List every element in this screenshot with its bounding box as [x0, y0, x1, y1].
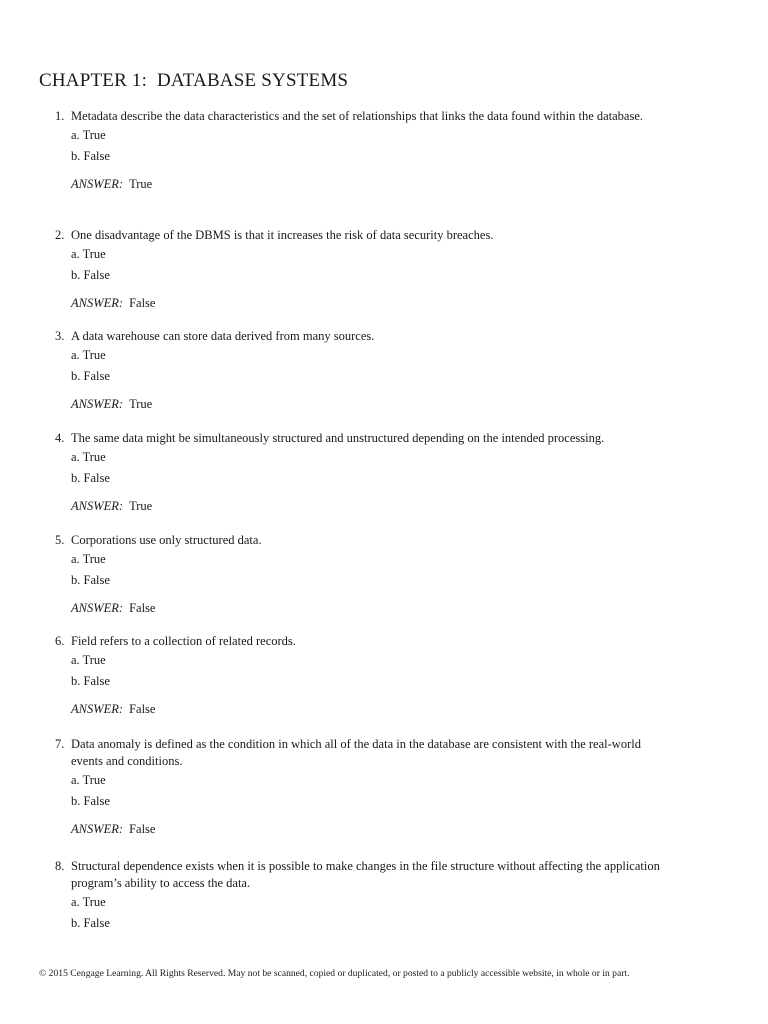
- question-number: 1.: [55, 109, 65, 123]
- answer-label: ANSWER:: [71, 177, 124, 191]
- answer-value: False: [129, 296, 156, 310]
- answer-value: True: [129, 177, 153, 191]
- question-6: [0, 633, 768, 717]
- option-a: a. True: [71, 247, 106, 261]
- question-text: Data anomaly is defined as the condition in which all of the data in the database are consistent with the real-world events and conditions.: [71, 737, 641, 768]
- option-a: a. True: [71, 348, 106, 362]
- question-text: A data warehouse can store data derived from many sources.: [71, 329, 375, 343]
- answer-line: [0, 177, 768, 192]
- copyright-footer: © 2015 Cengage Learning. All Rights Reserved. May not be scanned, copied or duplicated, or posted to a publicly accessible website, in whole or in part.: [39, 968, 630, 979]
- question-number: 3.: [55, 329, 65, 343]
- question-5: [0, 532, 768, 616]
- answer-line: [0, 397, 768, 412]
- answer-line: [0, 822, 768, 837]
- answer-value: False: [129, 601, 156, 615]
- answer-label: ANSWER:: [71, 397, 124, 411]
- question-4: [0, 430, 768, 514]
- option-b: b. False: [71, 794, 110, 808]
- question-number: 4.: [55, 431, 65, 445]
- option-a: a. True: [71, 895, 106, 909]
- question-7: [0, 736, 768, 837]
- question-3: [0, 328, 768, 412]
- option-a: a. True: [71, 552, 106, 566]
- option-a: a. True: [71, 128, 106, 142]
- option-b: b. False: [71, 149, 110, 163]
- option-b: b. False: [71, 471, 110, 485]
- answer-value: True: [129, 499, 153, 513]
- question-text: Field refers to a collection of related records.: [71, 634, 296, 648]
- question-number: 5.: [55, 533, 65, 547]
- answer-line: [0, 499, 768, 514]
- option-b: b. False: [71, 268, 110, 282]
- question-text: One disadvantage of the DBMS is that it increases the risk of data security breaches.: [71, 228, 494, 242]
- question-text: Metadata describe the data characteristics and the set of relationships that links the data found within the database.: [71, 109, 644, 123]
- answer-label: ANSWER:: [71, 601, 124, 615]
- answer-line: [0, 601, 768, 616]
- option-b: b. False: [71, 573, 110, 587]
- option-b: b. False: [71, 916, 110, 930]
- answer-label: ANSWER:: [71, 702, 124, 716]
- question-text: Structural dependence exists when it is possible to make changes in the file structure without affecting the application program’s ability to access the data.: [71, 859, 660, 890]
- option-a: a. True: [71, 653, 106, 667]
- question-2: [0, 227, 768, 311]
- answer-line: [0, 702, 768, 717]
- question-8: [0, 858, 768, 934]
- answer-value: False: [129, 822, 156, 836]
- option-b: b. False: [71, 674, 110, 688]
- question-text: The same data might be simultaneously structured and unstructured depending on the intended processing.: [71, 431, 605, 445]
- chapter-title: CHAPTER 1: DATABASE SYSTEMS: [39, 70, 349, 91]
- option-a: a. True: [71, 773, 106, 787]
- answer-value: True: [129, 397, 153, 411]
- option-a: a. True: [71, 450, 106, 464]
- question-number: 8.: [55, 859, 65, 873]
- question-number: 7.: [55, 737, 65, 751]
- answer-label: ANSWER:: [71, 499, 124, 513]
- option-b: b. False: [71, 369, 110, 383]
- question-number: 2.: [55, 228, 65, 242]
- question-text: Corporations use only structured data.: [71, 533, 262, 547]
- answer-value: False: [129, 702, 156, 716]
- question-number: 6.: [55, 634, 65, 648]
- question-1: [0, 108, 768, 192]
- answer-label: ANSWER:: [71, 822, 124, 836]
- answer-label: ANSWER:: [71, 296, 124, 310]
- answer-line: [0, 296, 768, 311]
